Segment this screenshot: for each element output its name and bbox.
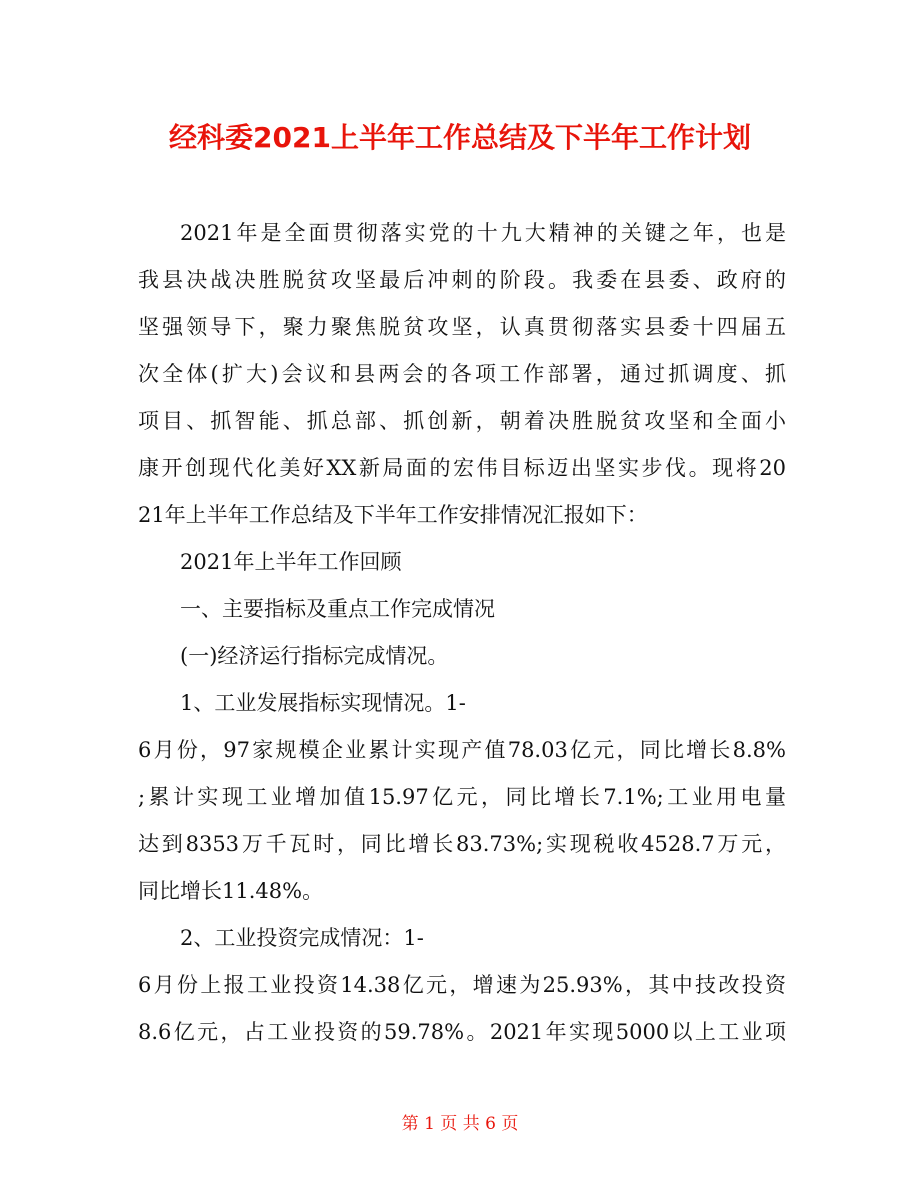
paragraph-line: 达到8353万千瓦时，同比增长83.73%;实现税收4528.7万元， (138, 832, 786, 856)
paragraph-line: 项目、抓智能、抓总部、抓创新，朝着决胜脱贫攻坚和全面小 (138, 409, 786, 433)
document-title: 经科委2021上半年工作总结及下半年工作计划 (169, 121, 751, 154)
paragraph-line: ;累计实现工业增加值15.97亿元，同比增长7.1%;工业用电量 (138, 785, 786, 809)
paragraph-line: 同比增长11.48%。 (138, 879, 324, 903)
page-number-footer: 第 1 页 共 6 页 (401, 1114, 519, 1134)
paragraph-line: 1、工业发展指标实现情况。1- (180, 691, 466, 715)
paragraph-line: 坚强领导下，聚力聚焦脱贫攻坚，认真贯彻落实县委十四届五 (138, 315, 786, 339)
paragraph-line: 2、工业投资完成情况：1- (180, 926, 424, 950)
paragraph-line: 2021年是全面贯彻落实党的十九大精神的关键之年，也是 (180, 221, 786, 245)
paragraph-line: 康开创现代化美好XX新局面的宏伟目标迈出坚实步伐。现将20 (138, 456, 786, 480)
paragraph-line: 我县决战决胜脱贫攻坚最后冲刺的阶段。我委在县委、政府的 (138, 268, 786, 292)
section-heading: 2021年上半年工作回顾 (180, 550, 402, 574)
document-body (138, 210, 786, 1056)
paragraph-line: 8.6亿元，占工业投资的59.78%。2021年实现5000以上工业项 (138, 1020, 786, 1044)
paragraph-line: 次全体(扩大)会议和县两会的各项工作部署，通过抓调度、抓 (138, 362, 786, 386)
section-heading: 一、主要指标及重点工作完成情况 (180, 597, 495, 621)
subsection-heading: (一)经济运行指标完成情况。 (180, 644, 449, 668)
paragraph-line: 6月份上报工业投资14.38亿元，增速为25.93%，其中技改投资 (138, 973, 786, 997)
paragraph-line: 21年上半年工作总结及下半年工作安排情况汇报如下： (138, 503, 648, 527)
paragraph-line: 6月份，97家规模企业累计实现产值78.03亿元，同比增长8.8% (138, 738, 786, 762)
